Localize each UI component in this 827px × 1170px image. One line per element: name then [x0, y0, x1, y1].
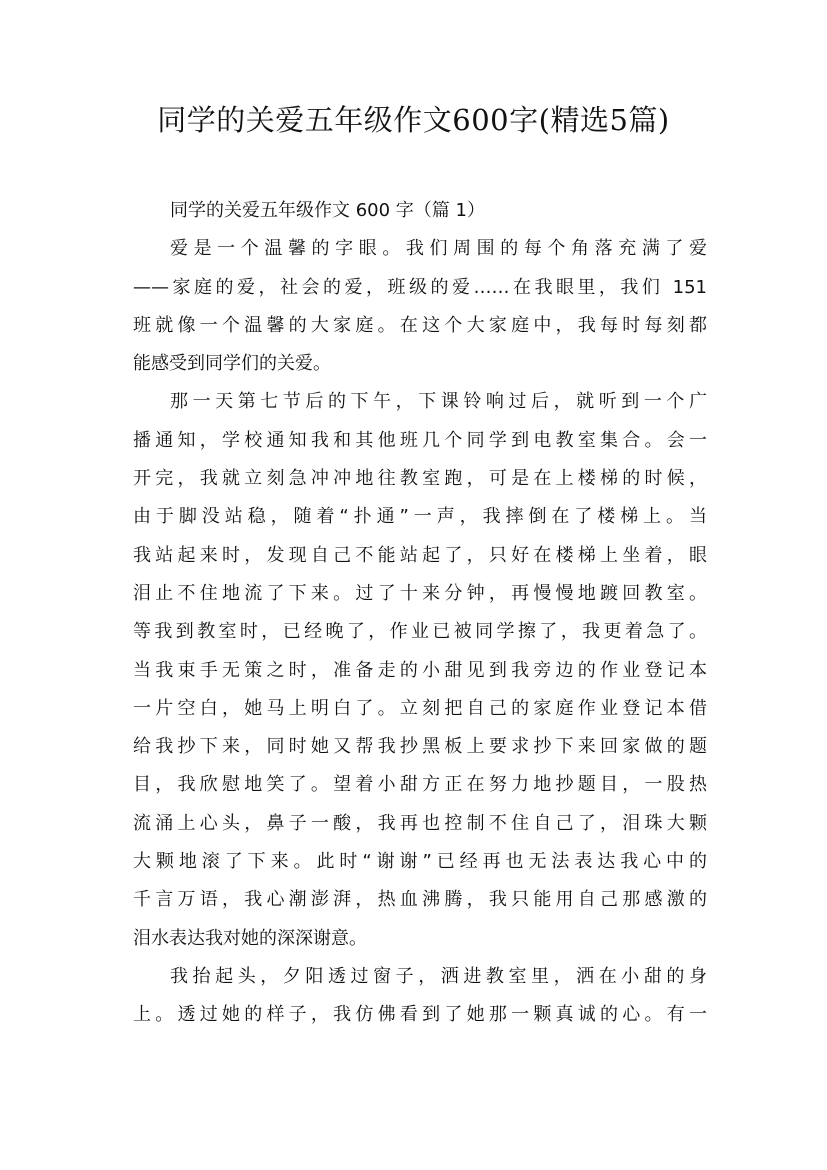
text-line: 播通知，学校通知我和其他班几个同学到电教室集合。会一 — [133, 429, 707, 451]
article-heading: 同学的关爱五年级作文 600 字（篇 1） — [170, 200, 485, 221]
article-body — [133, 192, 707, 1035]
paragraph-3 — [133, 958, 707, 1035]
text-line: 目，我欣慰地笑了。望着小甜方正在努力地抄题目，一股热 — [133, 774, 707, 796]
text-line: 上。透过她的样子，我仿佛看到了她那一颗真诚的心。有一 — [133, 1004, 707, 1026]
text-line: 当我束手无策之时，准备走的小甜见到我旁边的作业登记本 — [133, 659, 707, 681]
text-line: 那一天第七节后的下午，下课铃响过后，就听到一个广 — [170, 391, 707, 413]
text-line: 给我抄下来，同时她又帮我抄黑板上要求抄下来回家做的题 — [133, 736, 707, 758]
text-line: 我抬起头，夕阳透过窗子，洒进教室里，洒在小甜的身 — [170, 965, 707, 987]
text-line: 爱是一个温馨的字眼。我们周围的每个角落充满了爱 — [170, 238, 707, 260]
text-line: 泪止不住地流了下来。过了十来分钟，再慢慢地踱回教室。 — [133, 582, 707, 604]
text-line: 班就像一个温馨的大家庭。在这个大家庭中，我每时每刻都 — [133, 314, 707, 336]
document-title: 同学的关爱五年级作文600字(精选5篇) — [157, 103, 670, 137]
text-line: 等我到教室时，已经晚了，作业已被同学擦了，我更着急了。 — [133, 621, 707, 643]
paragraph-1 — [133, 230, 707, 383]
text-line: 由于脚没站稳，随着“扑通”一声，我摔倒在了楼梯上。当 — [133, 506, 707, 528]
text-line: 流涌上心头，鼻子一酸，我再也控制不住自己了，泪珠大颗 — [133, 812, 707, 834]
paragraph-2 — [133, 383, 707, 957]
text-line: 千言万语，我心潮澎湃，热血沸腾，我只能用自己那感激的 — [133, 889, 707, 911]
text-line: 大颗地滚了下来。此时“谢谢”已经再也无法表达我心中的 — [133, 851, 707, 873]
text-line: ——家庭的爱，社会的爱，班级的爱……在我眼里，我们 151 — [133, 276, 707, 298]
text-line: 能感受到同学们的关爱。 — [133, 353, 331, 375]
text-line: 一片空白，她马上明白了。立刻把自己的家庭作业登记本借 — [133, 697, 707, 719]
text-line: 泪水表达我对她的深深谢意。 — [133, 927, 367, 949]
text-line: 开完，我就立刻急冲冲地往教室跑，可是在上楼梯的时候， — [133, 468, 707, 490]
text-line: 我站起来时，发现自己不能站起了，只好在楼梯上坐着，眼 — [133, 544, 707, 566]
